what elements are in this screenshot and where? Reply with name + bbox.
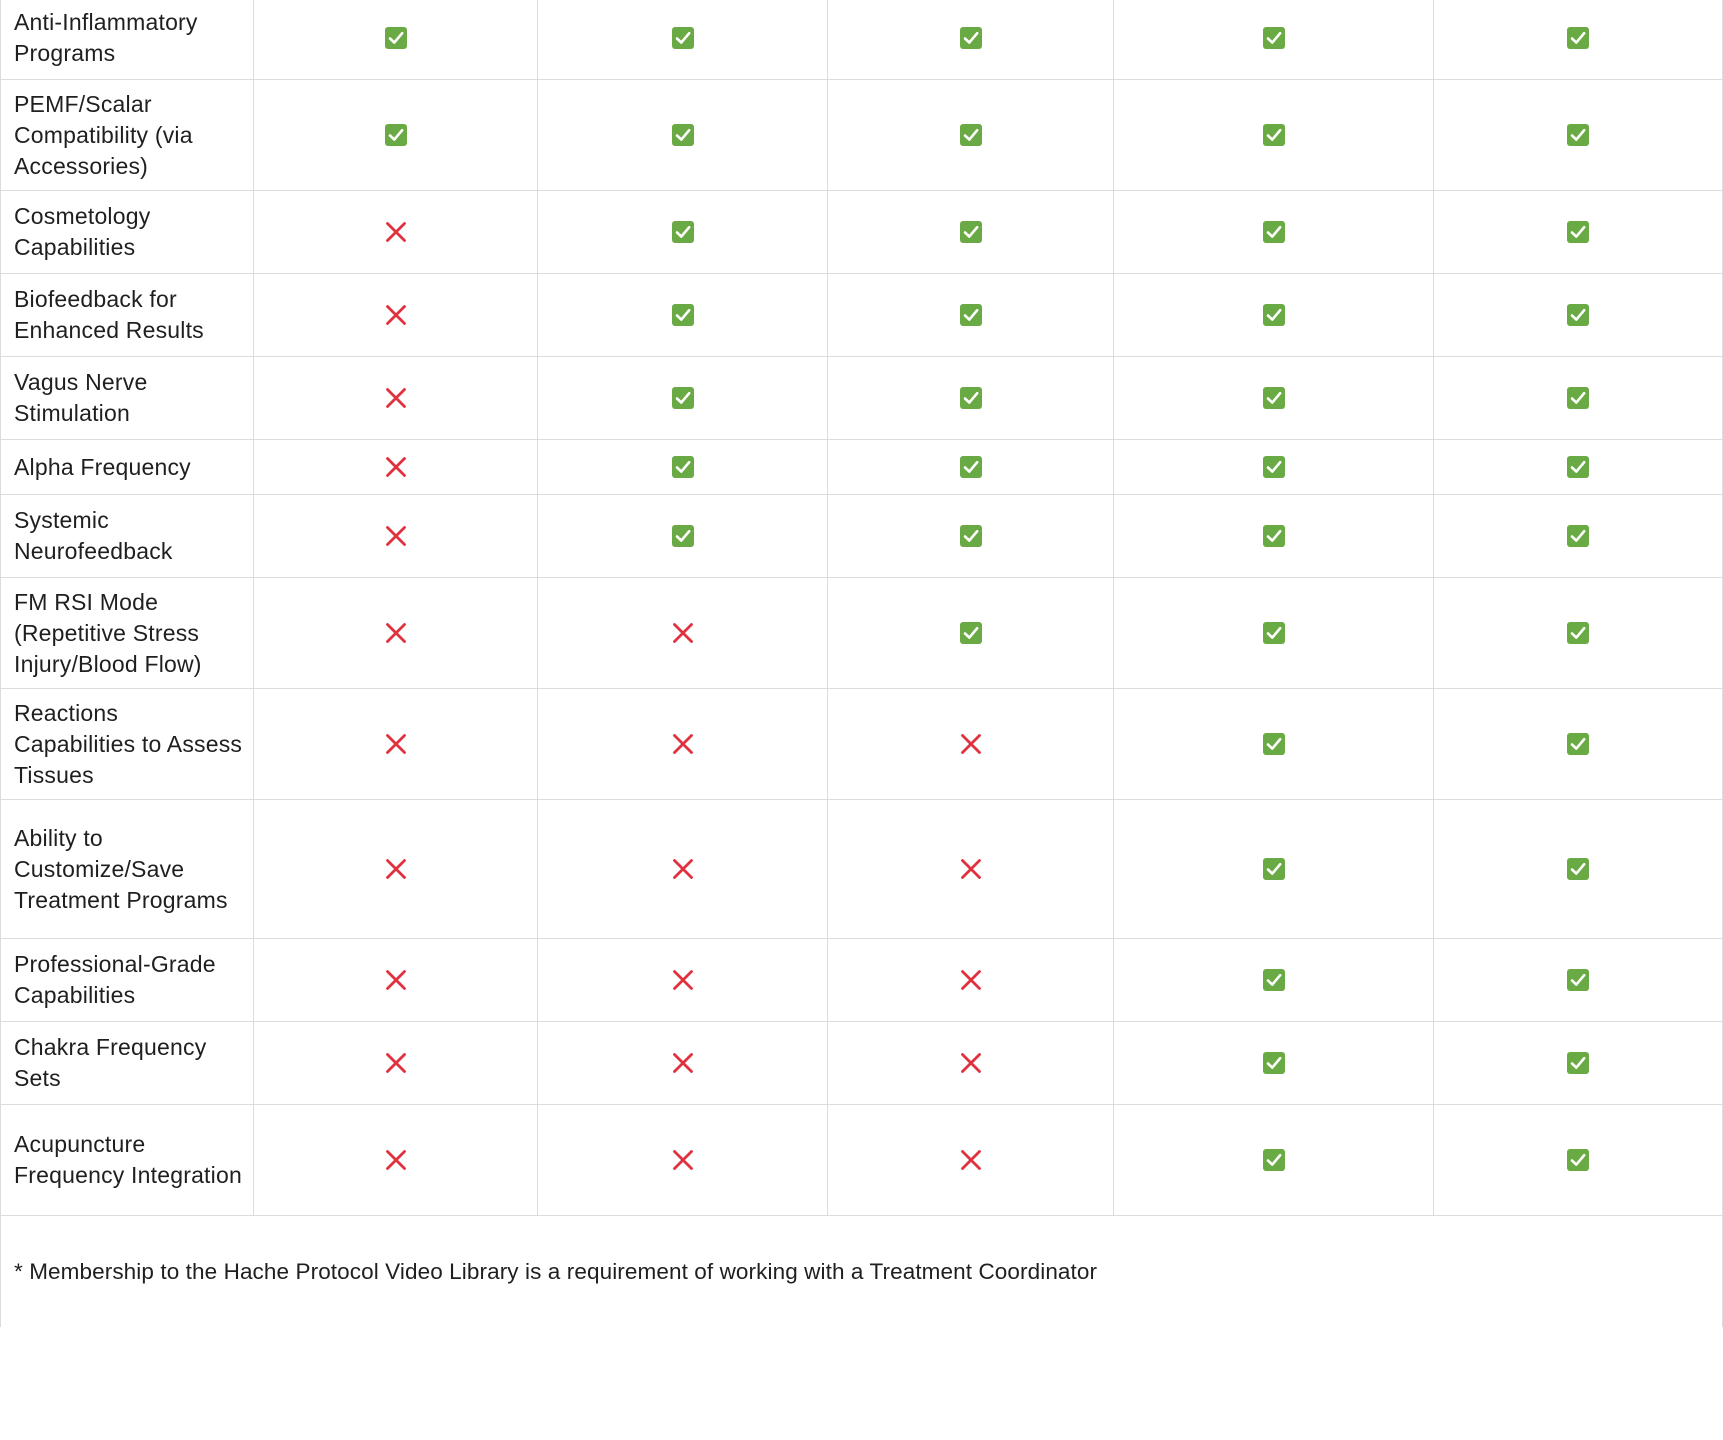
availability-cell	[254, 80, 538, 191]
availability-cell	[538, 1105, 828, 1216]
availability-cell	[1114, 939, 1434, 1022]
table-row	[1, 357, 1723, 440]
availability-cell	[1434, 1022, 1723, 1105]
availability-cell	[254, 440, 538, 495]
check-mark-icon	[672, 304, 694, 326]
check-mark-icon	[1567, 1149, 1589, 1171]
availability-cell	[1114, 689, 1434, 800]
check-mark-icon	[1263, 304, 1285, 326]
feature-label: Vagus Nerve Stimulation	[1, 357, 254, 440]
check-mark-icon	[1263, 387, 1285, 409]
cross-mark-icon	[384, 621, 408, 645]
check-mark-icon	[672, 525, 694, 547]
cross-mark-icon	[384, 1148, 408, 1172]
table-row	[1, 939, 1723, 1022]
availability-cell	[1434, 495, 1723, 578]
cross-mark-icon	[384, 524, 408, 548]
cross-mark-icon	[384, 857, 408, 881]
table-row	[1, 578, 1723, 689]
availability-cell	[538, 357, 828, 440]
availability-cell	[828, 800, 1114, 939]
check-mark-icon	[1567, 858, 1589, 880]
check-mark-icon	[1567, 124, 1589, 146]
availability-cell	[828, 578, 1114, 689]
availability-cell	[254, 1022, 538, 1105]
availability-cell	[538, 495, 828, 578]
availability-cell	[538, 440, 828, 495]
availability-cell	[828, 80, 1114, 191]
cross-mark-icon	[959, 968, 983, 992]
availability-cell	[1114, 274, 1434, 357]
availability-cell	[1114, 80, 1434, 191]
cross-mark-icon	[384, 386, 408, 410]
check-mark-icon	[960, 525, 982, 547]
availability-cell	[1114, 357, 1434, 440]
feature-label: Chakra Frequency Sets	[1, 1022, 254, 1105]
footnote-row	[1, 1216, 1723, 1328]
check-mark-icon	[1263, 733, 1285, 755]
availability-cell	[538, 80, 828, 191]
table-row	[1, 1022, 1723, 1105]
availability-cell	[254, 191, 538, 274]
availability-cell	[828, 357, 1114, 440]
check-mark-icon	[960, 456, 982, 478]
availability-cell	[1434, 80, 1723, 191]
check-mark-icon	[672, 124, 694, 146]
availability-cell	[1434, 1105, 1723, 1216]
availability-cell	[1434, 689, 1723, 800]
availability-cell	[828, 0, 1114, 80]
check-mark-icon	[1263, 969, 1285, 991]
check-mark-icon	[1263, 1149, 1285, 1171]
availability-cell	[1434, 800, 1723, 939]
cross-mark-icon	[671, 968, 695, 992]
availability-cell	[828, 191, 1114, 274]
cross-mark-icon	[959, 732, 983, 756]
table-row	[1, 191, 1723, 274]
feature-label: Alpha Frequency	[1, 440, 254, 495]
cross-mark-icon	[384, 732, 408, 756]
comparison-table-body	[1, 0, 1723, 1216]
check-mark-icon	[385, 124, 407, 146]
check-mark-icon	[1567, 969, 1589, 991]
availability-cell	[1434, 939, 1723, 1022]
check-mark-icon	[1263, 221, 1285, 243]
availability-cell	[1114, 578, 1434, 689]
check-mark-icon	[1567, 27, 1589, 49]
cross-mark-icon	[959, 857, 983, 881]
check-mark-icon	[385, 27, 407, 49]
check-mark-icon	[1567, 525, 1589, 547]
availability-cell	[1434, 440, 1723, 495]
check-mark-icon	[672, 387, 694, 409]
check-mark-icon	[1263, 1052, 1285, 1074]
cross-mark-icon	[384, 220, 408, 244]
availability-cell	[1114, 800, 1434, 939]
availability-cell	[538, 578, 828, 689]
check-mark-icon	[1263, 456, 1285, 478]
availability-cell	[828, 939, 1114, 1022]
feature-label: Systemic Neurofeedback	[1, 495, 254, 578]
availability-cell	[254, 495, 538, 578]
availability-cell	[254, 274, 538, 357]
table-row	[1, 495, 1723, 578]
cross-mark-icon	[671, 621, 695, 645]
table-row	[1, 800, 1723, 939]
cross-mark-icon	[671, 857, 695, 881]
cross-mark-icon	[671, 1051, 695, 1075]
availability-cell	[254, 578, 538, 689]
check-mark-icon	[1263, 124, 1285, 146]
availability-cell	[828, 1022, 1114, 1105]
check-mark-icon	[1567, 1052, 1589, 1074]
feature-label: Professional-Grade Capabilities	[1, 939, 254, 1022]
availability-cell	[538, 191, 828, 274]
check-mark-icon	[1567, 304, 1589, 326]
availability-cell	[1114, 440, 1434, 495]
availability-cell	[538, 274, 828, 357]
availability-cell	[1114, 1022, 1434, 1105]
check-mark-icon	[960, 221, 982, 243]
availability-cell	[538, 0, 828, 80]
check-mark-icon	[1567, 456, 1589, 478]
cross-mark-icon	[671, 732, 695, 756]
availability-cell	[1434, 357, 1723, 440]
check-mark-icon	[1263, 622, 1285, 644]
check-mark-icon	[960, 387, 982, 409]
availability-cell	[254, 689, 538, 800]
check-mark-icon	[672, 27, 694, 49]
feature-label: Anti-Inflammatory Programs	[1, 0, 254, 80]
check-mark-icon	[672, 221, 694, 243]
check-mark-icon	[672, 456, 694, 478]
availability-cell	[1434, 191, 1723, 274]
availability-cell	[538, 1022, 828, 1105]
cross-mark-icon	[384, 1051, 408, 1075]
availability-cell	[1114, 495, 1434, 578]
check-mark-icon	[960, 27, 982, 49]
feature-label: PEMF/Scalar Compatibility (via Accessories)	[1, 80, 254, 191]
availability-cell	[828, 1105, 1114, 1216]
cross-mark-icon	[384, 968, 408, 992]
footnote-text: * Membership to the Hache Protocol Video Library is a requirement of working with a Treatment Coordinator	[1, 1216, 1723, 1328]
availability-cell	[828, 495, 1114, 578]
check-mark-icon	[1567, 387, 1589, 409]
availability-cell	[1114, 0, 1434, 80]
availability-cell	[1114, 1105, 1434, 1216]
check-mark-icon	[1567, 733, 1589, 755]
feature-label: Biofeedback for Enhanced Results	[1, 274, 254, 357]
check-mark-icon	[1263, 525, 1285, 547]
check-mark-icon	[960, 124, 982, 146]
cross-mark-icon	[959, 1148, 983, 1172]
table-row	[1, 80, 1723, 191]
availability-cell	[828, 689, 1114, 800]
cross-mark-icon	[671, 1148, 695, 1172]
feature-label: Cosmetology Capabilities	[1, 191, 254, 274]
feature-label: Acupuncture Frequency Integration	[1, 1105, 254, 1216]
availability-cell	[1434, 578, 1723, 689]
availability-cell	[254, 0, 538, 80]
availability-cell	[254, 1105, 538, 1216]
table-row	[1, 274, 1723, 357]
feature-label: FM RSI Mode (Repetitive Stress Injury/Blood Flow)	[1, 578, 254, 689]
availability-cell	[254, 800, 538, 939]
check-mark-icon	[960, 622, 982, 644]
availability-cell	[1434, 274, 1723, 357]
availability-cell	[538, 800, 828, 939]
feature-label: Ability to Customize/Save Treatment Programs	[1, 800, 254, 939]
cross-mark-icon	[384, 455, 408, 479]
feature-label: Reactions Capabilities to Assess Tissues	[1, 689, 254, 800]
table-row	[1, 1105, 1723, 1216]
availability-cell	[538, 939, 828, 1022]
check-mark-icon	[960, 304, 982, 326]
availability-cell	[254, 357, 538, 440]
availability-cell	[254, 939, 538, 1022]
table-row	[1, 440, 1723, 495]
check-mark-icon	[1263, 858, 1285, 880]
cross-mark-icon	[384, 303, 408, 327]
check-mark-icon	[1263, 27, 1285, 49]
cross-mark-icon	[959, 1051, 983, 1075]
availability-cell	[828, 274, 1114, 357]
check-mark-icon	[1567, 221, 1589, 243]
table-row	[1, 689, 1723, 800]
availability-cell	[1114, 191, 1434, 274]
availability-cell	[538, 689, 828, 800]
availability-cell	[828, 440, 1114, 495]
check-mark-icon	[1567, 622, 1589, 644]
table-row	[1, 0, 1723, 80]
availability-cell	[1434, 0, 1723, 80]
